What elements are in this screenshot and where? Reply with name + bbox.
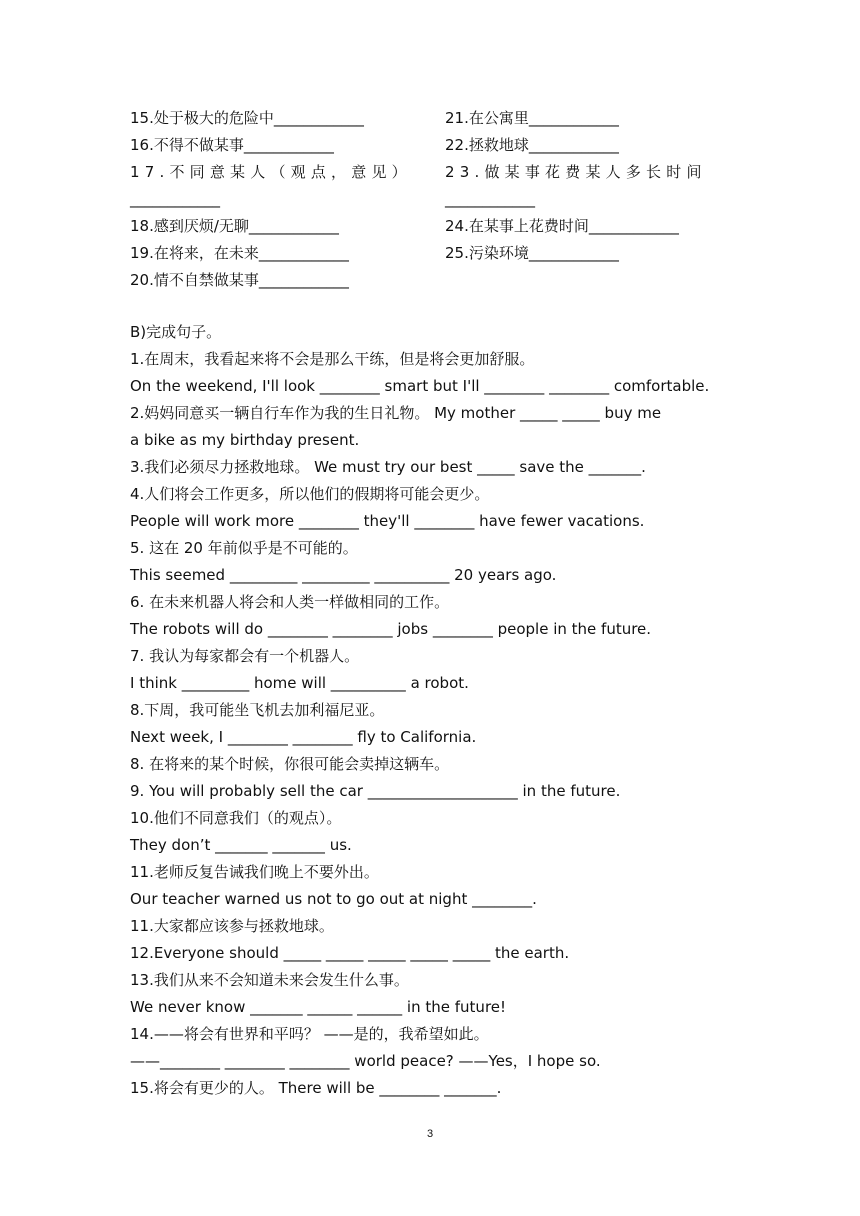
section-b-title: B)完成句子。 [130, 323, 222, 341]
exercise-line: 10.他们不同意我们（的观点）。 [130, 809, 342, 827]
phrase-19: 19.在将来，在未来____________ [130, 244, 349, 262]
phrase-17: 17.不同意某人（观点，意见） [130, 163, 412, 181]
phrase-16: 16.不得不做某事____________ [130, 136, 334, 154]
phrase-20: 20.情不自禁做某事____________ [130, 271, 349, 289]
exercise-line: The robots will do ________ ________ jobs ________ people in the future. [130, 620, 652, 638]
phrase-22: 22.拯救地球____________ [445, 136, 619, 154]
exercise-line: 12.Everyone should _____ _____ _____ _____ _____ the earth. [130, 944, 570, 962]
exercise-line: 7. 我认为每家都会有一个机器人。 [130, 647, 360, 665]
exercise-line: 2.妈妈同意买一辆自行车作为我的生日礼物。 My mother _____ _____ buy me [130, 404, 662, 422]
phrase-23-blank: ____________ [445, 190, 535, 208]
exercise-line: This seemed _________ _________ __________ 20 years ago. [130, 566, 557, 584]
exercise-line: On the weekend, I'll look ________ smart but I'll ________ ________ comfortable. [130, 377, 710, 395]
exercise-line: 13.我们从来不会知道未来会发生什么事。 [130, 971, 409, 989]
exercise-line: 8.下周，我可能坐飞机去加利福尼亚。 [130, 701, 385, 719]
exercise-line: 11.大家都应该参与拯救地球。 [130, 917, 334, 935]
phrase-17-blank: ____________ [130, 190, 220, 208]
exercise-line: 6. 在未来机器人将会和人类一样做相同的工作。 [130, 593, 450, 611]
exercise-line: They don’t _______ _______ us. [130, 836, 352, 854]
exercise-line: 3.我们必须尽力拯救地球。 We must try our best _____ save the _______. [130, 458, 646, 476]
exercise-line: 4.人们将会工作更多，所以他们的假期将可能会更少。 [130, 485, 490, 503]
exercise-line: I think _________ home will __________ a robot. [130, 674, 469, 692]
page-number: 3 [426, 1128, 434, 1140]
exercise-line: 8. 在将来的某个时候，你很可能会卖掉这辆车。 [130, 755, 450, 773]
phrase-15: 15.处于极大的危险中____________ [130, 109, 364, 127]
exercise-line: We never know _______ ______ ______ in the future! [130, 998, 507, 1016]
exercise-line: a bike as my birthday present. [130, 431, 360, 449]
exercise-line: 9. You will probably sell the car ____________________ in the future. [130, 782, 621, 800]
phrase-25: 25.污染环境____________ [445, 244, 619, 262]
exercise-line: 11.老师反复告诫我们晚上不要外出。 [130, 863, 379, 881]
exercise-line: People will work more ________ they'll ________ have fewer vacations. [130, 512, 645, 530]
exercise-line: 1.在周末，我看起来将不会是那么干练，但是将会更加舒服。 [130, 350, 535, 368]
exercise-line: ——________ ________ ________ world peace? ——Yes，I hope so. [130, 1052, 601, 1070]
exercise-line: 14.——将会有世界和平吗？ ——是的，我希望如此。 [130, 1025, 489, 1043]
exercise-line: Next week, I ________ ________ fly to California. [130, 728, 477, 746]
phrase-23: 23.做某事花费某人多长时间 [445, 163, 707, 181]
exercise-line: 5. 这在 20 年前似乎是不可能的。 [130, 539, 358, 557]
exercise-line: Our teacher warned us not to go out at night ________. [130, 890, 537, 908]
phrase-18: 18.感到厌烦/无聊____________ [130, 217, 339, 235]
phrase-24: 24.在某事上花费时间____________ [445, 217, 679, 235]
phrase-21: 21.在公寓里____________ [445, 109, 619, 127]
exercise-line: 15.将会有更少的人。 There will be ________ _______. [130, 1079, 502, 1097]
